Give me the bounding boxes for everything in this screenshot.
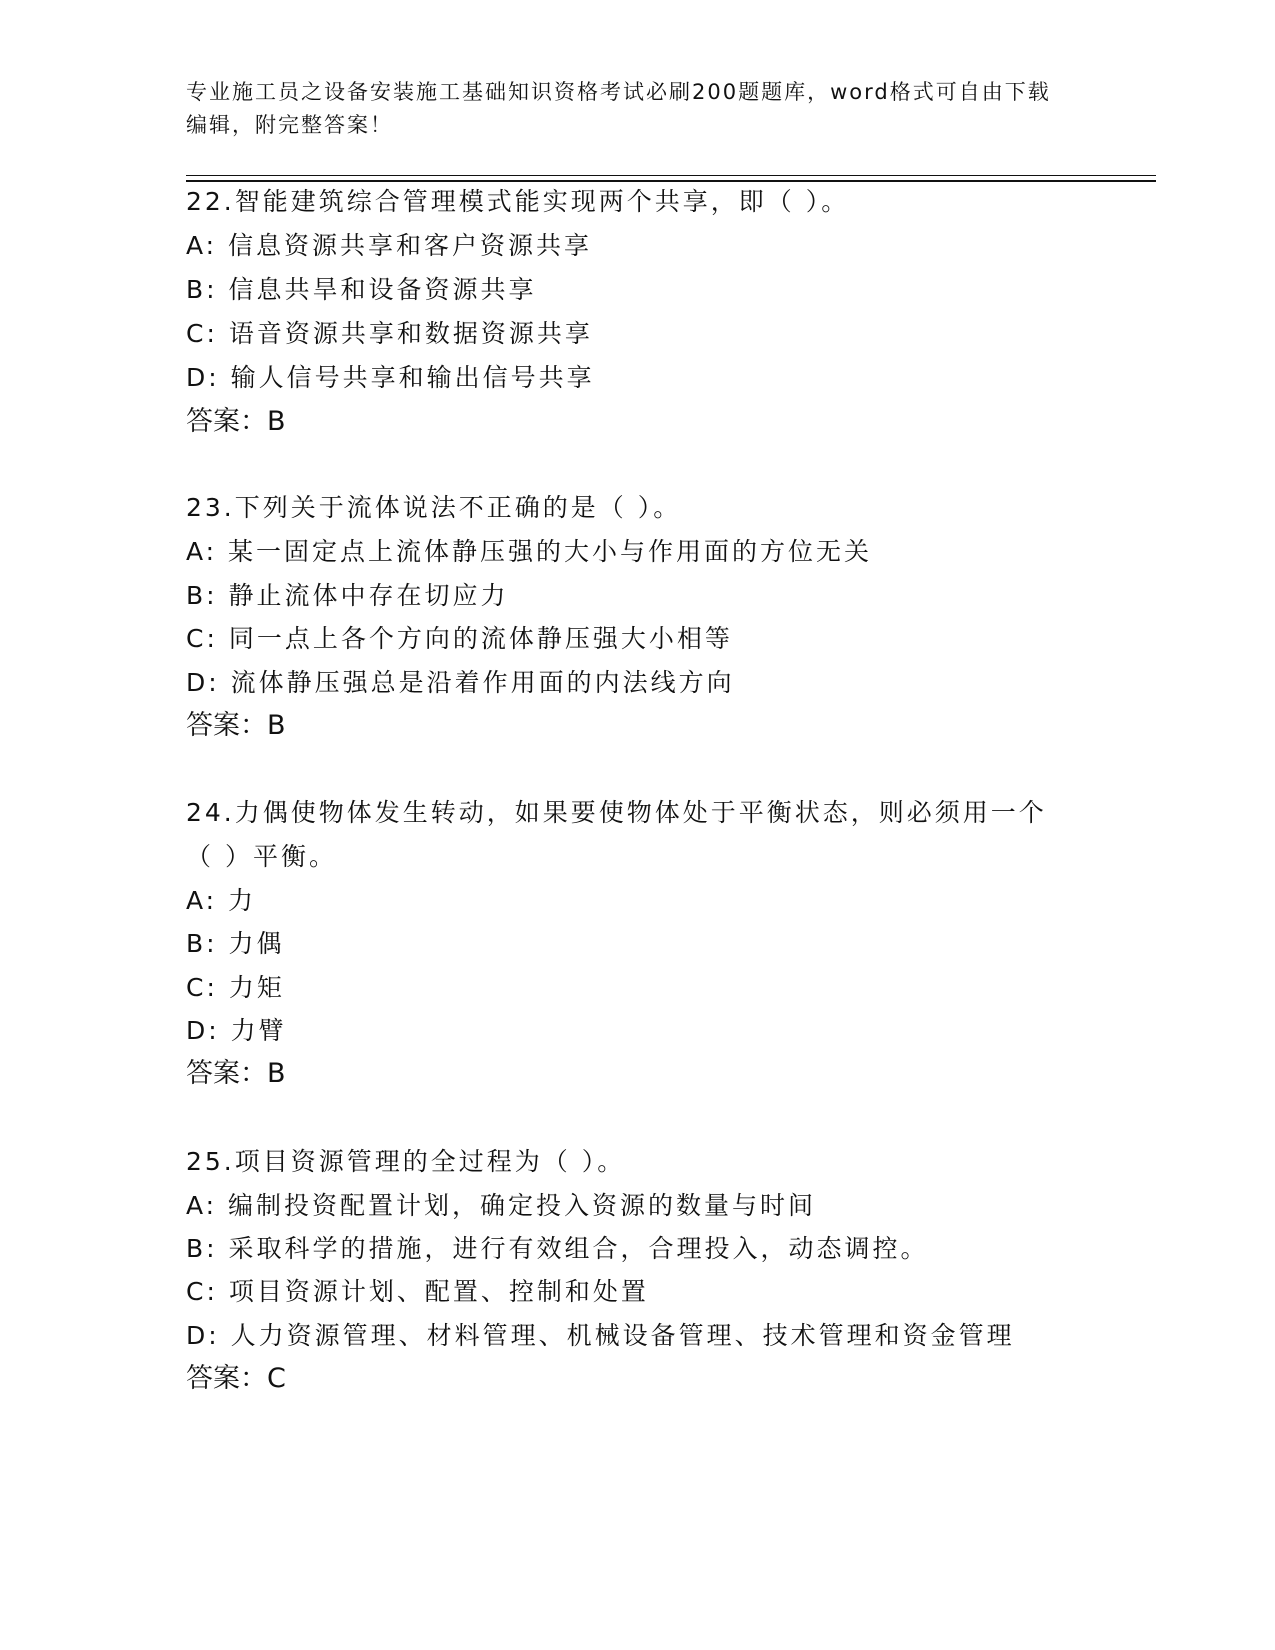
document-header: 专业施工员之设备安装施工基础知识资格考试必刷200题题库，word格式可自由下载编辑，附完整答案！ bbox=[186, 80, 1051, 137]
question-25-option-d: D: 人力资源管理、材料管理、机械设备管理、技术管理和资金管理 bbox=[186, 1321, 1015, 1350]
header-divider-thin bbox=[186, 175, 1156, 176]
question-23-stem: 23.下列关于流体说法不正确的是（ ）。 bbox=[186, 493, 682, 522]
question-22-option-d: D: 输人信号共享和输出信号共享 bbox=[186, 363, 595, 392]
question-25-stem: 25.项目资源管理的全过程为（ ）。 bbox=[186, 1147, 626, 1176]
question-23-option-a: A: 某一固定点上流体静压强的大小与作用面的方位无关 bbox=[186, 537, 873, 566]
question-23-answer: 答案：B bbox=[186, 710, 286, 741]
question-22-option-b: B: 信息共旱和设备资源共享 bbox=[186, 275, 537, 304]
header-divider-thick bbox=[186, 180, 1156, 182]
question-24-option-d: D: 力臂 bbox=[186, 1016, 287, 1045]
question-24-answer: 答案：B bbox=[186, 1058, 286, 1089]
question-22-stem: 22.智能建筑综合管理模式能实现两个共享，即（ ）。 bbox=[186, 187, 850, 216]
question-24-option-a: A: 力 bbox=[186, 886, 257, 915]
question-25-option-a: A: 编制投资配置计划，确定投入资源的数量与时间 bbox=[186, 1191, 817, 1220]
question-22-option-a: A: 信息资源共享和客户资源共享 bbox=[186, 231, 593, 260]
question-25-option-c: C: 项目资源计划、配置、控制和处置 bbox=[186, 1277, 649, 1306]
question-24-option-b: B: 力偶 bbox=[186, 929, 285, 958]
question-23-option-b: B: 静止流体中存在切应力 bbox=[186, 581, 509, 610]
question-25-answer: 答案：C bbox=[186, 1363, 286, 1394]
question-24-stem-line-2: （ ）平衡。 bbox=[186, 842, 337, 871]
question-22-answer: 答案：B bbox=[186, 406, 286, 437]
question-22-option-c: C: 语音资源共享和数据资源共享 bbox=[186, 319, 593, 348]
question-23-option-c: C: 同一点上各个方向的流体静压强大小相等 bbox=[186, 624, 733, 653]
question-25-option-b: B: 采取科学的措施，进行有效组合，合理投入，动态调控。 bbox=[186, 1234, 929, 1263]
question-23-option-d: D: 流体静压强总是沿着作用面的内法线方向 bbox=[186, 668, 735, 697]
question-24-stem-line-1: 24.力偶使物体发生转动，如果要使物体处于平衡状态，则必须用一个 bbox=[186, 798, 1047, 827]
question-24-option-c: C: 力矩 bbox=[186, 973, 285, 1002]
